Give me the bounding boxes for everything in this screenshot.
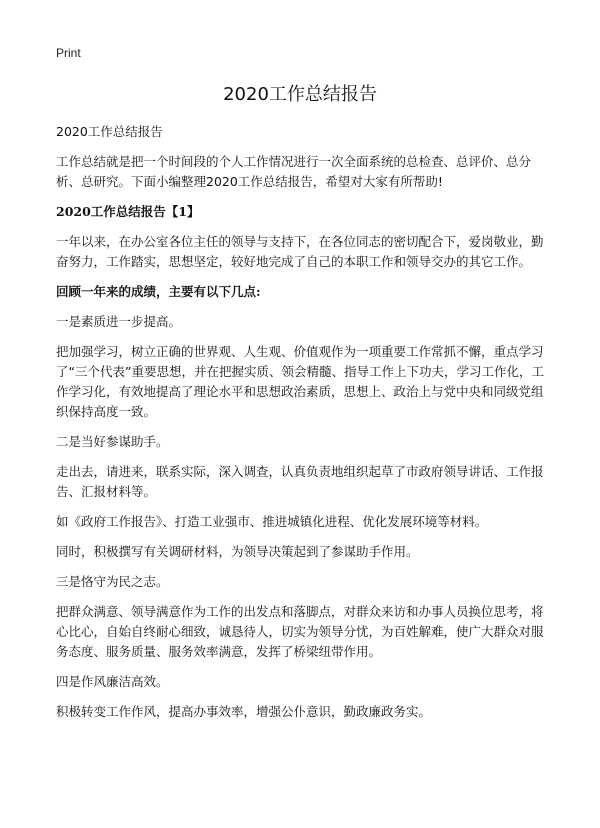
page-title: 2020工作总结报告 — [223, 84, 377, 105]
paragraph-list — [56, 152, 544, 722]
paragraph: 把群众满意、领导满意作为工作的出发点和落脚点，对群众来访和办事人员换位思考，将心比心，自始自终耐心细致，诚恳待人，切实为领导分忧，为百姓解难，使广大群众对服务态度、服务质量、服务效率满意，发挥了桥梁纽带作用。 — [56, 604, 544, 659]
paragraph: 同时，积极撰写有关调研材料，为领导决策起到了参谋助手作用。 — [56, 544, 419, 559]
paragraph: 一是素质进一步提高。 — [56, 314, 182, 329]
paragraph: 积极转变工作作风，提高办事效率，增强公仆意识，勤政廉政务实。 — [56, 704, 432, 719]
paragraph: 四是作风廉洁高效。 — [56, 674, 169, 689]
paragraph: 如《政府工作报告》、打造工业强市、推进城镇化进程、优化发展环境等材料。 — [56, 514, 488, 529]
print-link[interactable]: Print — [56, 46, 81, 60]
paragraph: 工作总结就是把一个时间段的个人工作情况进行一次全面系统的总检查、总评价、总分析、总研究。下面小编整理2020工作总结报告，希望对大家有所帮助! — [56, 154, 532, 189]
paragraph: 把加强学习，树立正确的世界观、人生观、价值观作为一项重要工作常抓不懈，重点学习了“三个代表”重要思想，并在把握实质、领会精髓、指导工作上下功夫，学习工作化，工作学习化，有效地提高了理论水平和思想政治素质，思想上、政治上与党中央和同级党组织保持高度一致。 — [56, 344, 544, 419]
document-body — [56, 122, 544, 732]
document-subtitle: 2020工作总结报告 — [56, 124, 163, 139]
paragraph: 三是恪守为民之志。 — [56, 574, 169, 589]
paragraph: 走出去，请进来，联系实际，深入调查，认真负责地组织起草了市政府领导讲话、工作报告、汇报材料等。 — [56, 464, 544, 499]
paragraph: 一年以来，在办公室各位主任的领导与支持下，在各位同志的密切配合下，爱岗敬业，勤奋努力，工作踏实，思想坚定，较好地完成了自己的本职工作和领导交办的其它工作。 — [56, 234, 544, 269]
paragraph: 二是当好参谋助手。 — [56, 434, 169, 449]
section-heading: 回顾一年来的成绩，主要有以下几点: — [56, 284, 261, 299]
section-heading: 2020工作总结报告【1】 — [56, 204, 200, 219]
